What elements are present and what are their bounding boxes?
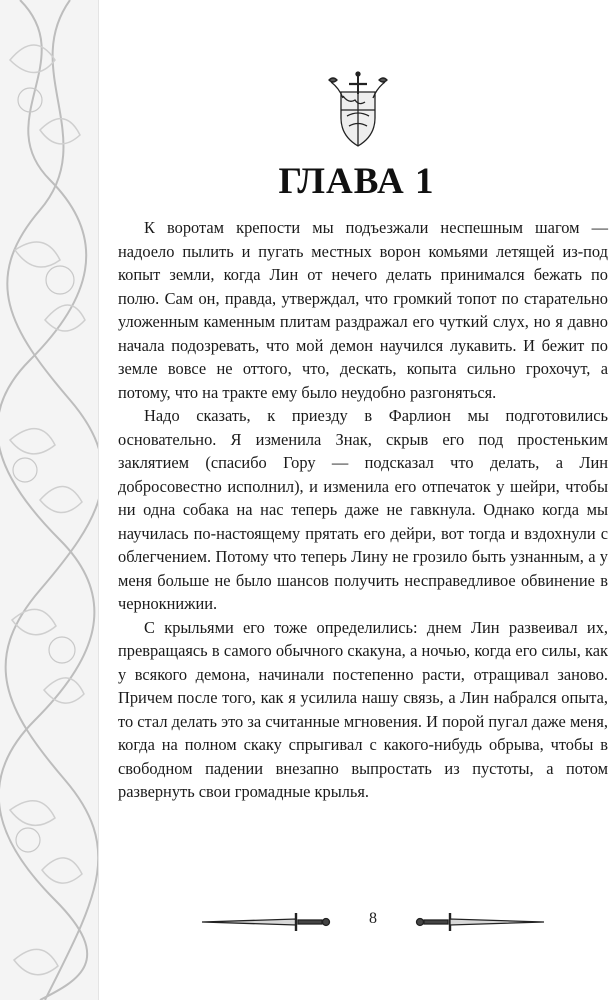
sword-right-icon bbox=[406, 910, 546, 934]
page-number: 8 bbox=[369, 910, 377, 927]
sword-left-icon bbox=[200, 910, 340, 934]
paragraph: С крыльями его тоже определились: днем Лин развеивал их, превращаясь в самого обычного скакуна, а ночью, когда его силы, как у всякого демона, начинали постепенно расти, отращивал заново. Причем после того, как я усилила нашу связь, а Лин набрался опыта, то стал делать это за считанные мгновения. И порой пугал даже меня, когда на полном скаку спрыгивал с какого-нибудь обрыва, чтобы в свободном падении внезапно выпростать из пустоты, а потом развернуть свои громадные крылья. bbox=[118, 617, 608, 801]
shield-sword-emblem-icon bbox=[325, 70, 391, 150]
chapter-body bbox=[118, 216, 608, 804]
paragraph: Надо сказать, к приезду в Фарлион мы подготовились основательно. Я изменила Знак, скрыв его под простеньким заклятием (спасибо Гору — подсказал что делать, а Лин добросовестно исполнил), и изменила его отпечаток у шейри, чтобы ни одна собака на нас теперь даже не гавкнула. Однако когда мы научилась по-настоящему прятать его дейри, вот тогда и вздохнули с облегчением. Потому что теперь Лину не грозило быть узнанным, а у меня больше не было шансов получить несправедливое обвинение в чернокнижии. bbox=[118, 406, 608, 613]
decorative-floral-border bbox=[0, 0, 99, 1000]
paragraph: К воротам крепости мы подъезжали неспешным шагом — надоело пылить и пугать местных ворон комьями летящей из-под копыт земли, когда Лин от нечего делать принимался бежать по полю. Сам он, правда, утверждал, что громкий топот по старательно уложенным каменным плитам раздражал его чуткий слух, но я давно начала подозревать, что мой демон научился лукавить. И бежит по земле вовсе не оттого, что, дескать, копыта сильно грохочут, а потому, что на тракте ему было неудобно разгоняться. bbox=[118, 218, 608, 402]
page-footer bbox=[200, 902, 600, 942]
chapter-title: ГЛАВА 1 bbox=[278, 161, 435, 202]
floral-ornament-icon bbox=[0, 0, 98, 1000]
